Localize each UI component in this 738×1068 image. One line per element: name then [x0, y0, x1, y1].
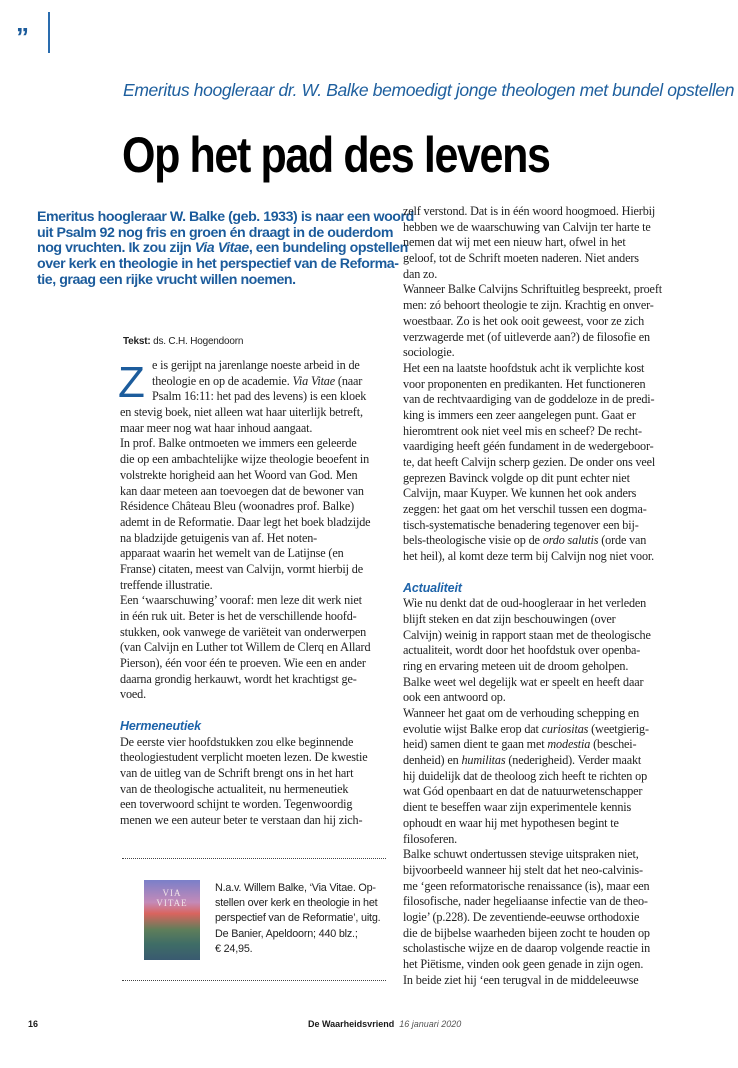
body-column-left	[120, 358, 395, 829]
book-caption	[215, 881, 380, 957]
header-divider	[48, 12, 50, 53]
italic-term: humilitas	[461, 753, 506, 768]
italic-term: curiositas	[541, 721, 589, 736]
text-line: van de rechtvaardiging van de goddeloze in de predi-	[403, 392, 655, 407]
paragraph-gap	[120, 703, 395, 719]
text-line: Wanneer Balke Calvijns Schriftuitleg bespreekt, proeft	[403, 282, 662, 297]
text-line: king is immers een zeer aangelegen punt. Gaat er	[403, 407, 636, 422]
text-line: filosoferen.	[403, 831, 458, 846]
italic-term: modestia	[547, 737, 591, 752]
text-line: dient te beseffen waar zijn experimentele kennis	[403, 800, 632, 815]
body-column-right	[403, 204, 718, 988]
text-line: hieromtrent ook niet veel mis en scheef? De recht-	[403, 423, 642, 438]
text-line: uit Psalm 92 nog fris en groen én draagt in de ouderdom	[37, 224, 394, 241]
text-line: ring en ervaring meteen uit de droom geholpen.	[403, 658, 629, 673]
article-subtitle: Emeritus hoogleraar dr. W. Balke bemoedigt jonge theologen met bundel opstellen	[123, 80, 735, 100]
text-line: voed.	[120, 687, 146, 702]
text-line: geprezen Bavinck volgde op dit punt echter niet	[403, 470, 630, 485]
text-line: Franse) citaten, meest van Calvijn, vormt hierbij de	[120, 561, 363, 576]
text-line: Pierson), één voor één te proeven. Wie een en ander	[120, 656, 366, 671]
text-line: Wie nu denkt dat de oud-hoogleraar in het verleden	[403, 596, 647, 611]
text-line: bels-theologische visie op de ordo salutis (orde van	[403, 533, 647, 548]
book-box-divider-top	[122, 858, 386, 859]
text-line: kan daar meteen aan toevoegen dat de bewoner van	[120, 483, 364, 498]
text-line: ademt in de Reformatie. Daar legt het boek bladzijde	[120, 514, 371, 529]
text-line: Een ‘waarschuwing’ vooraf: men leze dit werk niet	[120, 593, 362, 608]
text-line: zelf verstond. Dat is in één woord hoogmoed. Hierbij	[403, 204, 656, 218]
text-line: maar meer nog wat haar inhoud aangaat.	[120, 420, 313, 435]
text-line: Psalm 16:11: het pad des levens) is een kloek	[152, 389, 367, 404]
text-line: heid) samen dient te gaan met modestia (beschei-	[403, 737, 637, 752]
caption-line: perspectief van de Reformatie’, uitg.	[215, 912, 381, 925]
text-line: In beide ziet hij ‘een terugval in de middeleeuwse	[403, 972, 639, 987]
byline-label: Tekst:	[123, 336, 151, 347]
text-line: ophoudt en waar hij met hypothesen begint te	[403, 815, 619, 830]
text-line: een toverwoord schijnt te worden. Tegenwoordig	[120, 797, 353, 812]
text-line: menen we een auteur beter te verstaan dan hij zich-	[120, 812, 363, 827]
footer-publication	[308, 1019, 461, 1029]
caption-line: De Banier, Apeldoorn; 440 blz.;	[215, 927, 358, 940]
text-line: ook een antwoord op.	[403, 690, 506, 705]
text-line: Balke weet wel degelijk wat er speelt en heeft daar	[403, 674, 644, 689]
section-heading: Actualiteit	[403, 580, 462, 595]
text-line: daarna grondig herkauwt, wordt het krachtigst ge-	[120, 671, 357, 686]
text-line: na bladzijde getuigenis van af. Het noten-	[120, 530, 318, 545]
text-line: nog vruchten. Ik zou zijn Via Vitae, een bundeling opstellen	[37, 240, 408, 257]
caption-line: N.a.v. Willem Balke, ‘Via Vitae. Op-	[215, 882, 376, 894]
text-line: het heil), al komt deze term bij Calvijn nog niet voor.	[403, 549, 655, 564]
caption-line: € 24,95.	[215, 942, 253, 955]
text-line: Balke schuwt ondertussen stevige uitspraken niet,	[403, 847, 639, 862]
text-line: stukken, ook vanwege de variëteit van onderwerpen	[120, 624, 367, 639]
text-line: dan zo.	[403, 266, 438, 281]
text-line: e is gerijpt na jarenlange noeste arbeid in de	[152, 358, 360, 372]
text-line: scholastische wijze en de daarop volgende reactie in	[403, 941, 651, 956]
italic-term: ordo salutis	[542, 533, 599, 548]
text-line: Calvijn) weinig in rapport staan met de theologische	[403, 627, 651, 642]
page-number: 16	[28, 1019, 39, 1029]
text-line: Résidence Château Bleu (woonadres prof. Balke)	[120, 499, 355, 514]
byline	[123, 336, 243, 347]
text-line: treffende illustratie.	[120, 577, 213, 592]
text-line: hij duidelijk dat de theoloog zich heeft te richten op	[403, 768, 648, 783]
text-line: Emeritus hoogleraar W. Balke (geb. 1933) is naar een woord	[37, 209, 414, 225]
text-line: Calvijn, maar Kuyper. We kunnen het ook anders	[403, 486, 637, 501]
text-line: In prof. Balke ontmoeten we immers een geleerde	[120, 436, 357, 451]
publication-date: 16 januari 2020	[399, 1019, 462, 1029]
text-line: sociologie.	[403, 345, 455, 360]
text-line: die de bijbelse waarheden bijeen zocht te houden op	[403, 925, 650, 940]
book-cover-title: VITAE	[156, 898, 188, 908]
text-line: actualiteit, wordt door het hoofdstuk over openba-	[403, 643, 641, 658]
text-line: het Piëtisme, vinden ook geen genade in zijn ogen.	[403, 957, 644, 971]
caption-line: stellen over kerk en theologie in het	[215, 897, 378, 910]
book-cover-title: VIA	[162, 888, 182, 898]
text-line: van de theologische actualiteit, nu hermeneutiek	[120, 781, 349, 796]
text-line: tie, graag een rijke vrucht willen noemen.	[37, 271, 296, 288]
text-line: theologiestudent verplicht moeten lezen. De kwestie	[120, 750, 368, 765]
byline-author: ds. C.H. Hogendoorn	[153, 336, 244, 347]
text-line: over kerk en theologie in het perspectief van de Reforma-	[37, 256, 399, 273]
text-line: en stevig boek, niet alleen wat haar uiterlijk betreft,	[120, 405, 363, 420]
section-heading: Hermeneutiek	[120, 718, 201, 733]
text-line: denheid) en humilitas (nederigheid). Verder maakt	[403, 753, 642, 768]
drop-cap: Z	[118, 358, 145, 407]
text-line: hebben we de waarschuwing van Calvijn ter harte te	[403, 219, 651, 234]
article-title: Op het pad des levens	[122, 127, 550, 183]
text-line: (van Calvijn en Luther tot Willem de Clerq en Allard	[120, 640, 371, 655]
text-line: zeggen: het gaat om het verschil tussen een dogma-	[403, 502, 647, 517]
text-line: te, dat heeft Calvijn scherp gezien. De onder ons veel	[403, 455, 656, 469]
text-line: filosofische, nader hegeliaanse infectie van de theo-	[403, 894, 648, 909]
text-line: blijft steken en dat zijn beschouwingen (over	[403, 611, 616, 626]
paragraph-gap	[403, 565, 718, 581]
text-line: volstrekte horigheid aan het Woord van God. Men	[120, 467, 358, 482]
text-line: Wanneer het gaat om de verhouding schepping en	[403, 706, 640, 720]
text-line: nemen dat wij met een nieuw hart, ofwel in het	[403, 235, 626, 250]
text-line: men: zó behoort theologie te zijn. Krachtig en onver-	[403, 298, 654, 313]
article-lead	[37, 206, 414, 288]
book-cover-image	[144, 880, 200, 960]
text-line: theologie en op de academie. Via Vitae (naar	[152, 373, 363, 388]
text-line: logie’ (p.228). De zeventiende-eeuwse orthodoxie	[403, 909, 640, 924]
book-box-divider-bottom	[122, 980, 386, 981]
text-line: bijvoorbeeld wanneer hij stelt dat het neo-calvinis-	[403, 862, 643, 877]
text-line: Het een na laatste hoofdstuk acht ik verplichte kost	[403, 360, 645, 375]
italic-term: Via Vitae	[292, 373, 336, 388]
text-line: van de uitleg van de Schrift brengt ons in het hart	[120, 765, 354, 780]
text-line: me ‘geen reformatorische renaissance (is), maar een	[403, 878, 650, 893]
text-line: evolutie wijst Balke erop dat curiositas (weetgierig-	[403, 721, 649, 736]
text-line: in één ruk uit. Beter is het de verschillende hoofd-	[120, 609, 357, 623]
text-line: verzwagerde met (of uitleverde aan?) de filosofie en	[403, 329, 650, 344]
text-line: vaardiging heeft géén fundament in de wedergeboor-	[403, 439, 654, 454]
publication-name: De Waarheidsvriend	[308, 1019, 395, 1029]
text-line: De eerste vier hoofdstukken zou elke beginnende	[120, 734, 354, 749]
text-line: voor proponenten en predikanten. Het functioneren	[403, 376, 646, 391]
text-line: apparaat waarin het wemelt van de Latijnse (en	[120, 546, 344, 561]
text-line: woestbaar. Zo is het ook ooit geweest, voor ze zich	[403, 313, 645, 328]
text-line: die op een ambachtelijke wijze theologie beoefent in	[120, 452, 370, 467]
text-line: geloof, tot de Schrift moeten naderen. Niet anders	[403, 251, 639, 266]
quote-mark-icon: ”	[16, 22, 29, 52]
italic-term: Via Vitae	[194, 240, 249, 257]
text-line: wat Gód openbaart en dat de natuurwetenschapper	[403, 784, 643, 799]
text-line: tisch-systematische benadering tegenover een bij-	[403, 517, 639, 532]
